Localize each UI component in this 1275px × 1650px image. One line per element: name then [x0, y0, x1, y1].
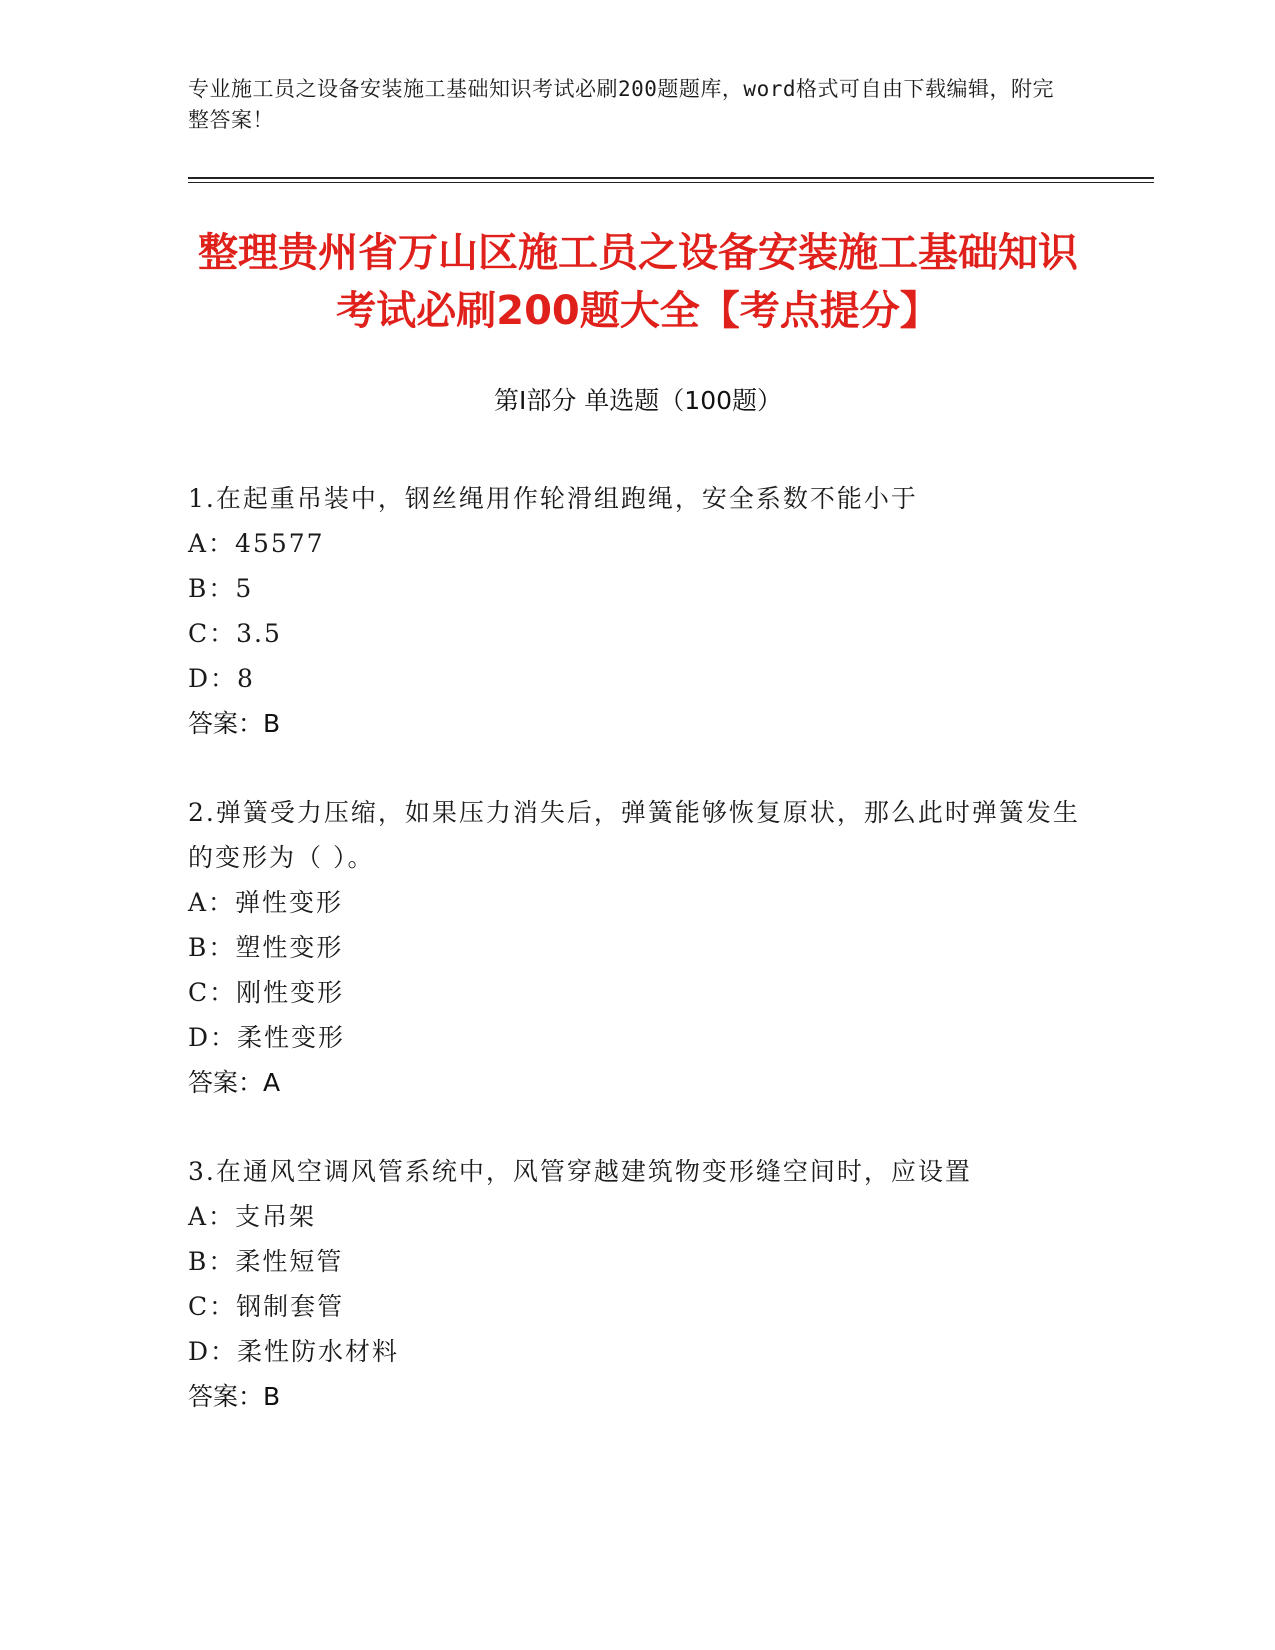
- question-stem: 2.弹簧受力压缩，如果压力消失后，弹簧能够恢复原状，那么此时弹簧发生的变形为（ ）。: [188, 798, 1080, 872]
- header-divider-thick: [188, 177, 1154, 179]
- option-b: B：柔性短管: [188, 1247, 344, 1276]
- option-b: B：5: [188, 574, 254, 603]
- option-c: C：3.5: [188, 619, 282, 648]
- question-stem: 3.在通风空调风管系统中，风管穿越建筑物变形缝空间时，应设置: [188, 1157, 972, 1186]
- option-d: D：8: [188, 664, 255, 693]
- answer: 答案：A: [188, 1068, 281, 1097]
- option-a: A：弹性变形: [188, 888, 344, 917]
- document-title: 整理贵州省万山区施工员之设备安装施工基础知识考试必刷200题大全【考点提分】: [198, 230, 1078, 334]
- question-1: [188, 476, 1088, 746]
- answer: 答案：B: [188, 709, 281, 738]
- option-a: A：支吊架: [188, 1202, 317, 1231]
- question-3: [188, 1149, 1088, 1419]
- question-list: [188, 476, 1088, 1463]
- option-a: A：45577: [188, 529, 325, 558]
- option-d: D：柔性变形: [188, 1023, 346, 1052]
- option-c: C：钢制套管: [188, 1292, 345, 1321]
- answer: 答案：B: [188, 1382, 281, 1411]
- header-divider-thin: [188, 182, 1154, 183]
- option-d: D：柔性防水材料: [188, 1337, 400, 1366]
- option-b: B：塑性变形: [188, 933, 344, 962]
- question-stem: 1.在起重吊装中，钢丝绳用作轮滑组跑绳，安全系数不能小于: [188, 484, 918, 513]
- section-heading: 第I部分 单选题（100题）: [493, 386, 783, 415]
- question-2: [188, 790, 1088, 1105]
- header-note: 专业施工员之设备安装施工基础知识考试必刷200题题库，word格式可自由下载编辑，附完整答案！: [188, 77, 1054, 132]
- option-c: C：刚性变形: [188, 978, 345, 1007]
